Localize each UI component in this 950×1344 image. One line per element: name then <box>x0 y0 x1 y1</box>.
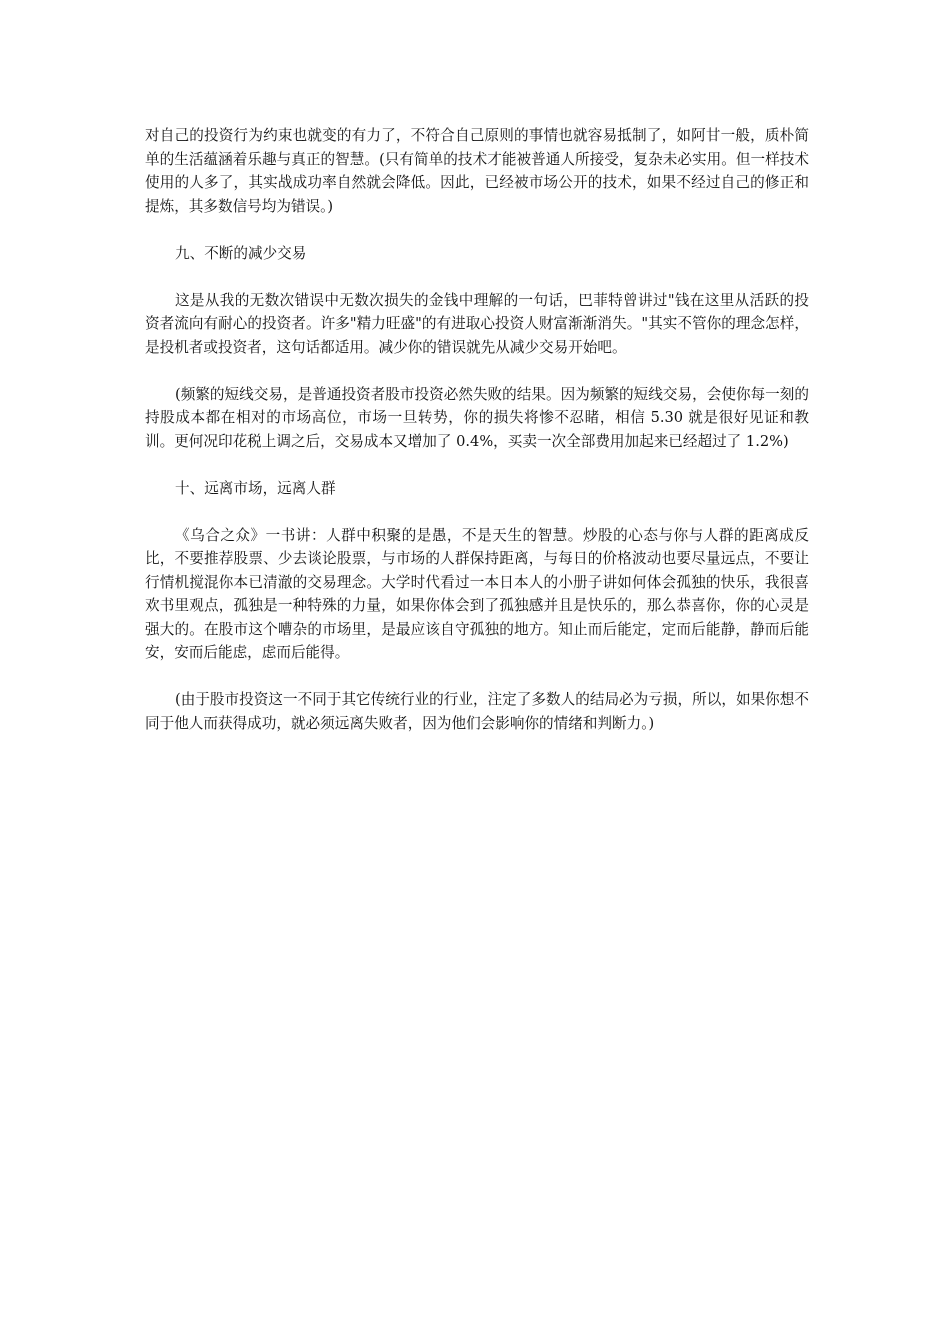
paragraph-short-term-note: (频繁的短线交易，是普通投资者股市投资必然失败的结果。因为频繁的短线交易，会使你每一刻的持股成本都在相对的市场高位，市场一旦转势，你的损失将惨不忍睹，相信 5.30 就是很好见证和教训。更何况印花税上调之后，交易成本又增加了 0.4%，买卖一次全部费用加起来已经超过了 1.2%) <box>145 385 809 450</box>
section-heading-9: 九、不断的减少交易 <box>175 244 307 262</box>
paragraph-crowd: 《乌合之众》一书讲：人群中积聚的是愚，不是天生的智慧。炒股的心态与你与人群的距离成反比，不要推荐股票、少去谈论股票，与市场的人群保持距离，与每日的价格波动也要尽量远点，不要让行情机搅混你本已清澈的交易理念。大学时代看过一本日本人的小册子讲如何体会孤独的快乐，我很喜欢书里观点，孤独是一种特殊的力量，如果你体会到了孤独感并且是快乐的，那么恭喜你，你的心灵是强大的。在股市这个嘈杂的市场里，是最应该自守孤独的地方。知止而后能定，定而后能静，静而后能安，安而后能虑，虑而后能得。 <box>145 526 809 661</box>
paragraph-reduce-trading: 这是从我的无数次错误中无数次损失的金钱中理解的一句话，巴菲特曾讲过"钱在这里从活跃的投资者流向有耐心的投资者。许多"精力旺盛"的有进取心投资人财富渐渐消失。"其实不管你的理念怎样，是投机者或投资者，这句话都适用。减少你的错误就先从减少交易开始吧。 <box>145 291 809 356</box>
paragraph-gap <box>145 265 809 289</box>
paragraph-gap <box>145 665 809 689</box>
paragraph-gap <box>145 500 809 524</box>
document-page <box>145 124 809 735</box>
paragraph-gap <box>145 453 809 477</box>
section-heading-10: 十、远离市场，远离人群 <box>175 479 336 497</box>
paragraph-continuation: 对自己的投资行为约束也就变的有力了，不符合自己原则的事情也就容易抵制了，如阿甘一般，质朴简单的生活蕴涵着乐趣与真正的智慧。(只有简单的技术才能被普通人所接受，复杂未必实用。但一样技术使用的人多了，其实战成功率自然就会降低。因此，已经被市场公开的技术，如果不经过自己的修正和提炼，其多数信号均为错误。) <box>145 127 809 215</box>
paragraph-gap <box>145 218 809 242</box>
paragraph-gap <box>145 359 809 383</box>
paragraph-crowd-note: (由于股市投资这一不同于其它传统行业的行业，注定了多数人的结局必为亏损，所以，如果你想不同于他人而获得成功，就必须远离失败者，因为他们会影响你的情绪和判断力。) <box>145 691 809 732</box>
